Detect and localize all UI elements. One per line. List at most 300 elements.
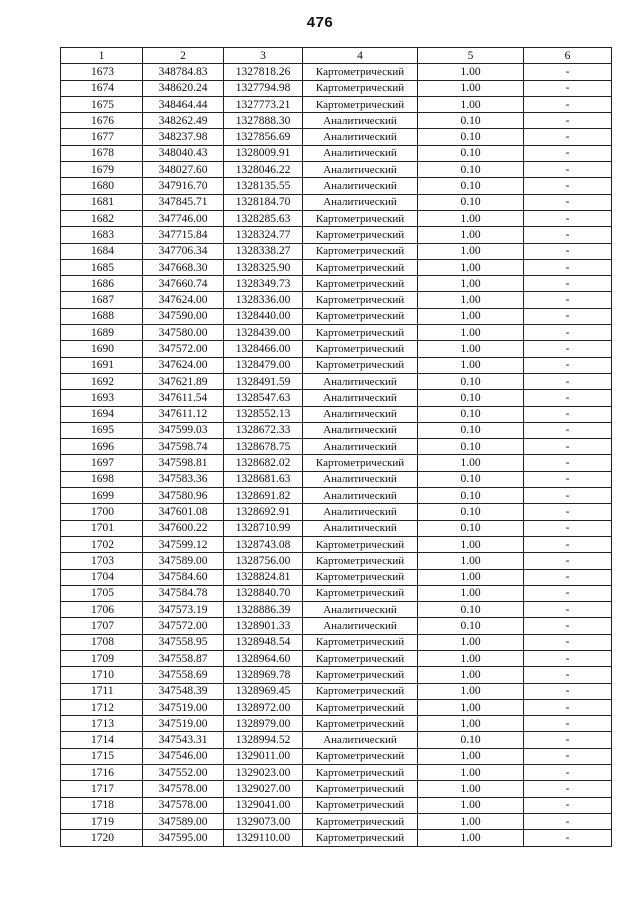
note-cell: - [524,422,612,438]
x-coordinate-cell: 347583.36 [143,471,224,487]
table-row [61,162,612,178]
point-number-cell: 1675 [61,96,143,112]
accuracy-cell: 0.10 [418,618,524,634]
y-coordinate-cell: 1328009.91 [224,145,303,161]
y-coordinate-cell: 1328439.00 [224,325,303,341]
x-coordinate-cell: 348237.98 [143,129,224,145]
table-row [61,520,612,536]
accuracy-cell: 0.10 [418,406,524,422]
point-number-cell: 1698 [61,471,143,487]
accuracy-cell: 1.00 [418,259,524,275]
method-cell: Аналитический [303,602,418,618]
method-cell: Аналитический [303,520,418,536]
table-row [61,439,612,455]
accuracy-cell: 0.10 [418,178,524,194]
point-number-cell: 1681 [61,194,143,210]
note-cell: - [524,602,612,618]
y-coordinate-cell: 1329023.00 [224,765,303,781]
note-cell: - [524,210,612,226]
table-row [61,292,612,308]
point-number-cell: 1685 [61,259,143,275]
accuracy-cell: 0.10 [418,471,524,487]
note-cell: - [524,373,612,389]
note-cell: - [524,64,612,80]
method-cell: Картометрический [303,341,418,357]
x-coordinate-cell: 347519.00 [143,699,224,715]
y-coordinate-cell: 1328824.81 [224,569,303,585]
note-cell: - [524,732,612,748]
accuracy-cell: 0.10 [418,129,524,145]
y-coordinate-cell: 1328710.99 [224,520,303,536]
x-coordinate-cell: 347584.78 [143,585,224,601]
accuracy-cell: 1.00 [418,243,524,259]
note-cell: - [524,178,612,194]
note-cell: - [524,618,612,634]
note-cell: - [524,748,612,764]
note-cell: - [524,585,612,601]
point-number-cell: 1701 [61,520,143,536]
x-coordinate-cell: 347668.30 [143,259,224,275]
point-number-cell: 1679 [61,162,143,178]
method-cell: Картометрический [303,716,418,732]
table-row [61,390,612,406]
accuracy-cell: 0.10 [418,520,524,536]
method-cell: Картометрический [303,227,418,243]
note-cell: - [524,227,612,243]
x-coordinate-cell: 347599.12 [143,536,224,552]
y-coordinate-cell: 1329041.00 [224,797,303,813]
y-coordinate-cell: 1329027.00 [224,781,303,797]
point-number-cell: 1717 [61,781,143,797]
table-row [61,406,612,422]
method-cell: Картометрический [303,830,418,846]
table-row [61,194,612,210]
table-row [61,553,612,569]
point-number-cell: 1676 [61,113,143,129]
y-coordinate-cell: 1328552.13 [224,406,303,422]
accuracy-cell: 1.00 [418,797,524,813]
method-cell: Картометрический [303,813,418,829]
note-cell: - [524,308,612,324]
coordinates-table [60,47,612,847]
y-coordinate-cell: 1328440.00 [224,308,303,324]
note-cell: - [524,357,612,373]
table-row [61,308,612,324]
y-coordinate-cell: 1328349.73 [224,276,303,292]
note-cell: - [524,194,612,210]
note-cell: - [524,341,612,357]
x-coordinate-cell: 348027.60 [143,162,224,178]
accuracy-cell: 0.10 [418,194,524,210]
point-number-cell: 1702 [61,536,143,552]
point-number-cell: 1706 [61,602,143,618]
y-coordinate-cell: 1328678.75 [224,439,303,455]
method-cell: Картометрический [303,325,418,341]
note-cell: - [524,536,612,552]
point-number-cell: 1688 [61,308,143,324]
x-coordinate-cell: 347611.12 [143,406,224,422]
note-cell: - [524,699,612,715]
accuracy-cell: 1.00 [418,716,524,732]
accuracy-cell: 1.00 [418,96,524,112]
accuracy-cell: 0.10 [418,602,524,618]
x-coordinate-cell: 347598.81 [143,455,224,471]
table-row [61,634,612,650]
method-cell: Картометрический [303,553,418,569]
y-coordinate-cell: 1328681.63 [224,471,303,487]
accuracy-cell: 0.10 [418,504,524,520]
table-row [61,618,612,634]
table-row [61,373,612,389]
note-cell: - [524,683,612,699]
point-number-cell: 1677 [61,129,143,145]
table-row [61,748,612,764]
y-coordinate-cell: 1328682.02 [224,455,303,471]
method-cell: Картометрический [303,569,418,585]
accuracy-cell: 1.00 [418,341,524,357]
note-cell: - [524,129,612,145]
accuracy-cell: 1.00 [418,569,524,585]
note-cell: - [524,96,612,112]
accuracy-cell: 0.10 [418,422,524,438]
point-number-cell: 1690 [61,341,143,357]
column-header: 3 [224,48,303,64]
x-coordinate-cell: 347573.19 [143,602,224,618]
y-coordinate-cell: 1328979.00 [224,716,303,732]
point-number-cell: 1709 [61,650,143,666]
y-coordinate-cell: 1328840.70 [224,585,303,601]
accuracy-cell: 1.00 [418,276,524,292]
point-number-cell: 1686 [61,276,143,292]
table-row [61,732,612,748]
point-number-cell: 1715 [61,748,143,764]
table-row [61,471,612,487]
y-coordinate-cell: 1328466.00 [224,341,303,357]
method-cell: Аналитический [303,194,418,210]
method-cell: Картометрический [303,308,418,324]
point-number-cell: 1683 [61,227,143,243]
method-cell: Картометрический [303,210,418,226]
column-header: 6 [524,48,612,64]
x-coordinate-cell: 347578.00 [143,781,224,797]
table-row [61,210,612,226]
accuracy-cell: 0.10 [418,162,524,178]
point-number-cell: 1704 [61,569,143,585]
note-cell: - [524,781,612,797]
accuracy-cell: 1.00 [418,585,524,601]
method-cell: Картометрический [303,80,418,96]
table-row [61,781,612,797]
y-coordinate-cell: 1328479.00 [224,357,303,373]
method-cell: Картометрический [303,536,418,552]
point-number-cell: 1694 [61,406,143,422]
table-row [61,227,612,243]
accuracy-cell: 1.00 [418,748,524,764]
method-cell: Картометрический [303,455,418,471]
table-body [61,64,612,846]
method-cell: Картометрический [303,650,418,666]
note-cell: - [524,259,612,275]
accuracy-cell: 1.00 [418,650,524,666]
y-coordinate-cell: 1328886.39 [224,602,303,618]
accuracy-cell: 0.10 [418,145,524,161]
note-cell: - [524,471,612,487]
x-coordinate-cell: 347548.39 [143,683,224,699]
y-coordinate-cell: 1328547.63 [224,390,303,406]
y-coordinate-cell: 1327773.21 [224,96,303,112]
method-cell: Аналитический [303,471,418,487]
table-row [61,145,612,161]
column-header: 2 [143,48,224,64]
method-cell: Картометрический [303,765,418,781]
method-cell: Картометрический [303,585,418,601]
note-cell: - [524,520,612,536]
table-row [61,178,612,194]
x-coordinate-cell: 347546.00 [143,748,224,764]
x-coordinate-cell: 347706.34 [143,243,224,259]
accuracy-cell: 1.00 [418,292,524,308]
method-cell: Аналитический [303,422,418,438]
note-cell: - [524,276,612,292]
x-coordinate-cell: 347845.71 [143,194,224,210]
method-cell: Картометрический [303,292,418,308]
method-cell: Аналитический [303,113,418,129]
y-coordinate-cell: 1328491.59 [224,373,303,389]
point-number-cell: 1720 [61,830,143,846]
x-coordinate-cell: 348262.49 [143,113,224,129]
point-number-cell: 1684 [61,243,143,259]
y-coordinate-cell: 1327818.26 [224,64,303,80]
y-coordinate-cell: 1329110.00 [224,830,303,846]
method-cell: Аналитический [303,129,418,145]
point-number-cell: 1695 [61,422,143,438]
x-coordinate-cell: 347558.69 [143,667,224,683]
note-cell: - [524,813,612,829]
note-cell: - [524,406,612,422]
table-row [61,325,612,341]
accuracy-cell: 1.00 [418,80,524,96]
x-coordinate-cell: 347558.87 [143,650,224,666]
method-cell: Аналитический [303,732,418,748]
x-coordinate-cell: 347611.54 [143,390,224,406]
y-coordinate-cell: 1329011.00 [224,748,303,764]
table-header-row [61,48,612,64]
point-number-cell: 1687 [61,292,143,308]
table-row [61,243,612,259]
y-coordinate-cell: 1328046.22 [224,162,303,178]
accuracy-cell: 1.00 [418,553,524,569]
y-coordinate-cell: 1328336.00 [224,292,303,308]
method-cell: Картометрический [303,667,418,683]
x-coordinate-cell: 347572.00 [143,341,224,357]
column-header: 1 [61,48,143,64]
accuracy-cell: 1.00 [418,64,524,80]
point-number-cell: 1673 [61,64,143,80]
table-row [61,113,612,129]
point-number-cell: 1711 [61,683,143,699]
y-coordinate-cell: 1328325.90 [224,259,303,275]
note-cell: - [524,716,612,732]
y-coordinate-cell: 1327794.98 [224,80,303,96]
point-number-cell: 1697 [61,455,143,471]
accuracy-cell: 0.10 [418,113,524,129]
y-coordinate-cell: 1328692.91 [224,504,303,520]
x-coordinate-cell: 347595.00 [143,830,224,846]
note-cell: - [524,488,612,504]
accuracy-cell: 1.00 [418,683,524,699]
x-coordinate-cell: 347590.00 [143,308,224,324]
y-coordinate-cell: 1328184.70 [224,194,303,210]
method-cell: Картометрический [303,96,418,112]
x-coordinate-cell: 348620.24 [143,80,224,96]
point-number-cell: 1713 [61,716,143,732]
method-cell: Картометрический [303,276,418,292]
page-number: 476 [306,14,334,31]
y-coordinate-cell: 1328324.77 [224,227,303,243]
x-coordinate-cell: 347660.74 [143,276,224,292]
point-number-cell: 1696 [61,439,143,455]
method-cell: Аналитический [303,373,418,389]
x-coordinate-cell: 347578.00 [143,797,224,813]
point-number-cell: 1674 [61,80,143,96]
table-row [61,96,612,112]
accuracy-cell: 0.10 [418,439,524,455]
table-row [61,765,612,781]
y-coordinate-cell: 1328969.78 [224,667,303,683]
point-number-cell: 1708 [61,634,143,650]
note-cell: - [524,667,612,683]
x-coordinate-cell: 347746.00 [143,210,224,226]
table-row [61,259,612,275]
table-row [61,830,612,846]
table-row [61,455,612,471]
note-cell: - [524,650,612,666]
accuracy-cell: 1.00 [418,781,524,797]
point-number-cell: 1712 [61,699,143,715]
note-cell: - [524,765,612,781]
table-row [61,64,612,80]
point-number-cell: 1682 [61,210,143,226]
x-coordinate-cell: 347916.70 [143,178,224,194]
note-cell: - [524,455,612,471]
method-cell: Картометрический [303,357,418,373]
x-coordinate-cell: 347601.08 [143,504,224,520]
x-coordinate-cell: 348784.83 [143,64,224,80]
table-row [61,650,612,666]
note-cell: - [524,439,612,455]
table-row [61,129,612,145]
x-coordinate-cell: 347558.95 [143,634,224,650]
y-coordinate-cell: 1328135.55 [224,178,303,194]
table-row [61,699,612,715]
point-number-cell: 1719 [61,813,143,829]
y-coordinate-cell: 1328948.54 [224,634,303,650]
table-row [61,797,612,813]
table-row [61,422,612,438]
accuracy-cell: 1.00 [418,210,524,226]
y-coordinate-cell: 1328756.00 [224,553,303,569]
note-cell: - [524,553,612,569]
method-cell: Аналитический [303,145,418,161]
accuracy-cell: 1.00 [418,325,524,341]
note-cell: - [524,145,612,161]
accuracy-cell: 1.00 [418,667,524,683]
method-cell: Аналитический [303,488,418,504]
x-coordinate-cell: 347584.60 [143,569,224,585]
x-coordinate-cell: 347600.22 [143,520,224,536]
accuracy-cell: 1.00 [418,634,524,650]
x-coordinate-cell: 347624.00 [143,357,224,373]
method-cell: Картометрический [303,683,418,699]
accuracy-cell: 0.10 [418,373,524,389]
y-coordinate-cell: 1327888.30 [224,113,303,129]
note-cell: - [524,797,612,813]
note-cell: - [524,569,612,585]
x-coordinate-cell: 347580.00 [143,325,224,341]
method-cell: Картометрический [303,634,418,650]
method-cell: Аналитический [303,439,418,455]
y-coordinate-cell: 1327856.69 [224,129,303,145]
x-coordinate-cell: 347580.96 [143,488,224,504]
accuracy-cell: 1.00 [418,536,524,552]
column-header: 5 [418,48,524,64]
note-cell: - [524,830,612,846]
note-cell: - [524,634,612,650]
accuracy-cell: 0.10 [418,390,524,406]
accuracy-cell: 1.00 [418,227,524,243]
x-coordinate-cell: 347552.00 [143,765,224,781]
accuracy-cell: 1.00 [418,357,524,373]
note-cell: - [524,390,612,406]
table-row [61,341,612,357]
table-row [61,536,612,552]
x-coordinate-cell: 347624.00 [143,292,224,308]
point-number-cell: 1705 [61,585,143,601]
table-row [61,488,612,504]
x-coordinate-cell: 348040.43 [143,145,224,161]
y-coordinate-cell: 1328285.63 [224,210,303,226]
table-row [61,813,612,829]
x-coordinate-cell: 347715.84 [143,227,224,243]
point-number-cell: 1716 [61,765,143,781]
y-coordinate-cell: 1328672.33 [224,422,303,438]
method-cell: Картометрический [303,748,418,764]
point-number-cell: 1693 [61,390,143,406]
table-row [61,80,612,96]
accuracy-cell: 0.10 [418,488,524,504]
point-number-cell: 1710 [61,667,143,683]
table-row [61,357,612,373]
table-row [61,504,612,520]
method-cell: Аналитический [303,178,418,194]
y-coordinate-cell: 1328691.82 [224,488,303,504]
point-number-cell: 1678 [61,145,143,161]
x-coordinate-cell: 347572.00 [143,618,224,634]
accuracy-cell: 1.00 [418,308,524,324]
note-cell: - [524,504,612,520]
table-row [61,585,612,601]
table-row [61,569,612,585]
method-cell: Аналитический [303,162,418,178]
column-header: 4 [303,48,418,64]
accuracy-cell: 0.10 [418,732,524,748]
x-coordinate-cell: 347598.74 [143,439,224,455]
point-number-cell: 1707 [61,618,143,634]
point-number-cell: 1699 [61,488,143,504]
table-row [61,667,612,683]
accuracy-cell: 1.00 [418,455,524,471]
note-cell: - [524,325,612,341]
